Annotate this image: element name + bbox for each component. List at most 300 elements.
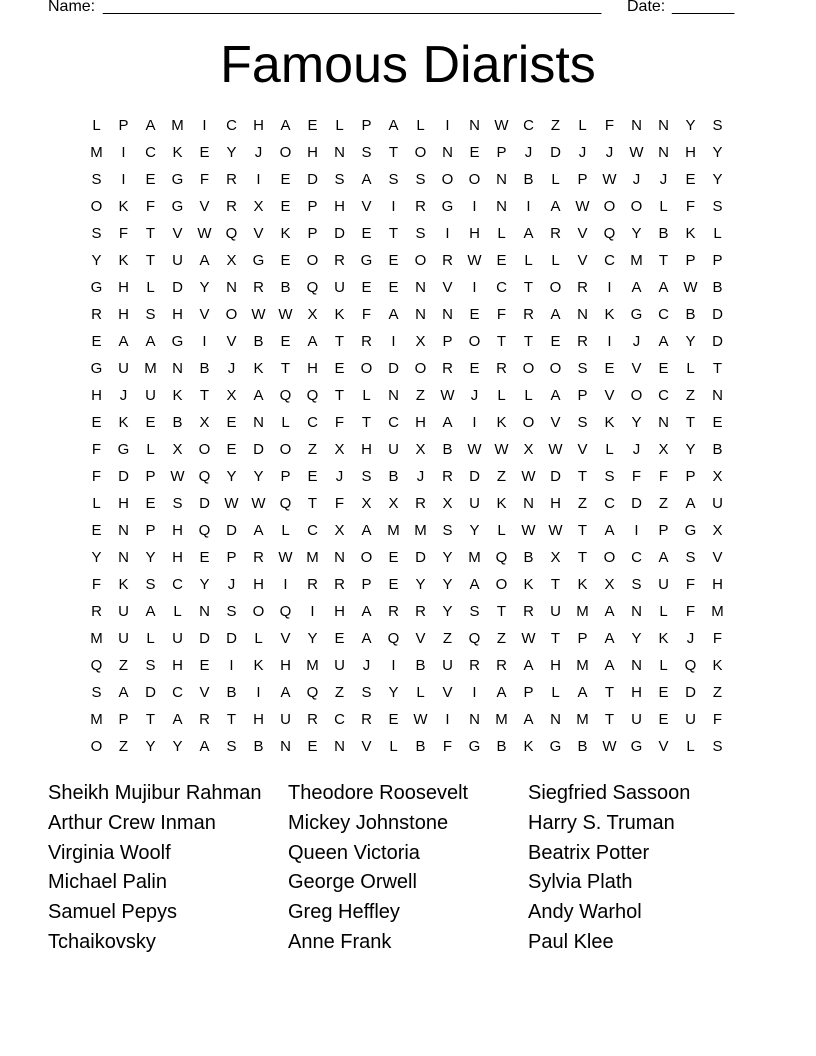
word-list-item: Anne Frank	[288, 930, 392, 953]
grid-letter: B	[172, 414, 183, 431]
grid-letter: R	[523, 306, 534, 323]
grid-letter: P	[226, 549, 237, 566]
grid-letter: N	[442, 144, 453, 161]
grid-letter: D	[226, 630, 237, 647]
grid-letter: F	[91, 576, 102, 593]
grid-letter: V	[253, 225, 264, 242]
grid-letter: E	[712, 414, 723, 431]
grid-letter: T	[199, 387, 210, 404]
grid-letter: R	[415, 603, 426, 620]
grid-letter: L	[389, 738, 398, 755]
grid-letter: S	[145, 306, 156, 323]
grid-letter: H	[685, 144, 696, 161]
grid-letter: Y	[442, 603, 453, 620]
grid-letter: A	[145, 333, 156, 350]
word-list-item: Queen Victoria	[288, 841, 420, 864]
grid-letter: D	[550, 468, 561, 485]
grid-letter: J	[632, 171, 641, 188]
grid-letter: Q	[279, 495, 292, 512]
grid-letter: C	[658, 306, 669, 323]
grid-letter: C	[604, 252, 615, 269]
grid-letter: K	[253, 657, 264, 674]
grid-letter: F	[91, 468, 102, 485]
grid-letter: S	[172, 495, 183, 512]
grid-letter: Q	[306, 387, 319, 404]
grid-letter: N	[334, 549, 345, 566]
grid-letter: T	[577, 549, 588, 566]
grid-letter: B	[253, 333, 264, 350]
grid-letter: Y	[199, 279, 210, 296]
grid-letter: J	[416, 468, 425, 485]
grid-letter: Y	[253, 468, 264, 485]
grid-letter: A	[604, 657, 615, 674]
grid-letter: L	[659, 198, 668, 215]
grid-letter: S	[442, 522, 453, 539]
grid-letter: T	[226, 711, 237, 728]
grid-letter: W	[467, 441, 482, 458]
grid-letter: V	[199, 306, 210, 323]
grid-letter: Z	[550, 117, 561, 134]
grid-letter: F	[361, 306, 372, 323]
grid-letter: L	[659, 657, 668, 674]
grid-letter: Z	[496, 630, 507, 647]
grid-letter: C	[604, 495, 615, 512]
grid-letter: H	[550, 657, 561, 674]
grid-letter: X	[199, 414, 210, 431]
grid-letter: H	[712, 576, 723, 593]
grid-letter: Q	[603, 225, 616, 242]
word-list-item: Arthur Crew Inman	[48, 811, 216, 834]
grid-letter: D	[631, 495, 642, 512]
grid-letter: U	[145, 387, 156, 404]
grid-letter: G	[171, 198, 184, 215]
grid-letter: F	[442, 738, 453, 755]
grid-letter: G	[90, 360, 103, 377]
grid-letter: E	[469, 360, 480, 377]
word-list-item: Michael Palin	[48, 871, 167, 894]
grid-letter: L	[416, 684, 425, 701]
grid-letter: I	[526, 198, 531, 215]
grid-letter: A	[442, 414, 453, 431]
grid-letter: R	[307, 576, 318, 593]
grid-letter: C	[658, 387, 669, 404]
grid-letter: S	[145, 576, 156, 593]
grid-letter: R	[496, 657, 507, 674]
grid-letter: S	[577, 360, 588, 377]
grid-letter: L	[551, 684, 560, 701]
grid-letter: U	[469, 495, 480, 512]
grid-letter: S	[388, 171, 399, 188]
grid-letter: G	[441, 198, 454, 215]
grid-letter: A	[604, 630, 615, 647]
grid-letter: L	[146, 279, 155, 296]
grid-letter: Y	[226, 144, 237, 161]
grid-letter: S	[712, 117, 723, 134]
grid-letter: A	[361, 630, 372, 647]
grid-letter: N	[577, 306, 588, 323]
grid-letter: L	[551, 252, 560, 269]
grid-letter: J	[470, 387, 479, 404]
grid-letter: O	[279, 144, 292, 161]
grid-letter: U	[442, 657, 453, 674]
grid-letter: W	[548, 441, 563, 458]
grid-letter: V	[712, 549, 723, 566]
grid-letter: O	[252, 603, 265, 620]
grid-letter: A	[145, 603, 156, 620]
grid-letter: G	[90, 279, 103, 296]
grid-letter: U	[118, 630, 129, 647]
grid-letter: H	[253, 576, 264, 593]
grid-letter: T	[523, 279, 534, 296]
grid-letter: L	[281, 522, 290, 539]
grid-letter: Y	[442, 576, 453, 593]
grid-letter: D	[145, 684, 156, 701]
grid-letter: E	[307, 468, 318, 485]
grid-letter: Q	[198, 468, 211, 485]
grid-letter: L	[497, 387, 506, 404]
grid-letter: H	[334, 198, 345, 215]
grid-letter: L	[551, 171, 560, 188]
grid-letter: D	[712, 306, 723, 323]
grid-letter: E	[469, 144, 480, 161]
grid-letter: N	[415, 306, 426, 323]
grid-letter: L	[659, 603, 668, 620]
grid-letter: H	[307, 144, 318, 161]
grid-letter: A	[550, 306, 561, 323]
grid-letter: A	[118, 333, 129, 350]
grid-letter: W	[575, 198, 590, 215]
grid-letter: I	[283, 576, 288, 593]
grid-letter: N	[172, 360, 183, 377]
word-list-item: Sylvia Plath	[528, 871, 633, 894]
grid-letter: V	[577, 441, 588, 458]
grid-letter: P	[118, 711, 129, 728]
grid-letter: Z	[496, 468, 507, 485]
word-list-item: Tchaikovsky	[48, 930, 156, 953]
grid-letter: V	[199, 684, 210, 701]
grid-letter: O	[414, 144, 427, 161]
grid-letter: X	[172, 441, 183, 458]
grid-letter: I	[607, 333, 612, 350]
grid-letter: D	[550, 144, 561, 161]
grid-letter: Z	[442, 630, 453, 647]
grid-letter: C	[631, 549, 642, 566]
grid-letter: Y	[469, 522, 480, 539]
grid-letter: L	[254, 630, 263, 647]
grid-letter: H	[118, 279, 129, 296]
grid-letter: R	[253, 549, 264, 566]
grid-letter: Q	[225, 225, 238, 242]
grid-letter: A	[469, 576, 480, 593]
grid-letter: N	[280, 738, 291, 755]
grid-letter: D	[469, 468, 480, 485]
grid-letter: B	[388, 468, 399, 485]
grid-letter: T	[145, 252, 156, 269]
word-list-item: Theodore Roosevelt	[288, 782, 469, 804]
grid-letter: M	[144, 360, 157, 377]
grid-letter: B	[577, 738, 588, 755]
grid-letter: O	[630, 387, 643, 404]
grid-letter: R	[577, 333, 588, 350]
grid-letter: V	[604, 387, 615, 404]
grid-letter: T	[307, 495, 318, 512]
grid-letter: K	[523, 738, 534, 755]
grid-letter: S	[361, 684, 372, 701]
grid-letter: U	[712, 495, 723, 512]
grid-letter: N	[388, 387, 399, 404]
grid-letter: A	[280, 684, 291, 701]
grid-letter: X	[658, 441, 669, 458]
word-list-item: Siegfried Sassoon	[528, 782, 691, 804]
grid-letter: E	[145, 495, 156, 512]
grid-letter: B	[280, 279, 291, 296]
grid-letter: Z	[685, 387, 696, 404]
grid-letter: I	[391, 198, 396, 215]
grid-letter: R	[442, 468, 453, 485]
grid-letter: W	[251, 306, 266, 323]
grid-letter: P	[577, 171, 588, 188]
grid-letter: L	[686, 738, 695, 755]
grid-letter: Y	[388, 684, 399, 701]
grid-letter: I	[607, 279, 612, 296]
grid-letter: S	[226, 738, 237, 755]
grid-letter: P	[118, 117, 129, 134]
grid-letter: R	[361, 711, 372, 728]
grid-letter: T	[550, 576, 561, 593]
grid-letter: I	[472, 198, 477, 215]
grid-letter: X	[604, 576, 615, 593]
grid-letter: E	[604, 360, 615, 377]
grid-letter: E	[685, 171, 696, 188]
grid-letter: Y	[415, 576, 426, 593]
grid-letter: H	[118, 495, 129, 512]
grid-letter: N	[496, 198, 507, 215]
grid-letter: C	[523, 117, 534, 134]
grid-letter: R	[388, 603, 399, 620]
grid-letter: E	[334, 360, 345, 377]
grid-letter: F	[496, 306, 507, 323]
grid-letter: E	[658, 360, 669, 377]
grid-letter: U	[334, 657, 345, 674]
grid-letter: H	[253, 711, 264, 728]
grid-letter: N	[550, 711, 561, 728]
grid-letter: B	[253, 738, 264, 755]
grid-letter: E	[469, 306, 480, 323]
grid-letter: D	[334, 225, 345, 242]
grid-letter: P	[145, 468, 156, 485]
grid-letter: M	[306, 549, 319, 566]
grid-letter: R	[334, 252, 345, 269]
grid-letter: I	[445, 225, 450, 242]
grid-letter: K	[334, 306, 345, 323]
grid-letter: H	[172, 657, 183, 674]
grid-letter: V	[280, 630, 291, 647]
grid-letter: F	[145, 198, 156, 215]
grid-letter: R	[307, 711, 318, 728]
grid-letter: O	[468, 171, 481, 188]
grid-letter: T	[658, 252, 669, 269]
page-title: Famous Diarists	[220, 36, 596, 94]
grid-letter: H	[280, 657, 291, 674]
grid-letter: H	[469, 225, 480, 242]
grid-letter: L	[146, 441, 155, 458]
grid-letter: Y	[631, 225, 642, 242]
grid-letter: P	[361, 576, 372, 593]
grid-letter: R	[226, 198, 237, 215]
grid-letter: X	[415, 333, 426, 350]
grid-letter: B	[199, 360, 210, 377]
grid-letter: B	[415, 738, 426, 755]
grid-letter: J	[119, 387, 128, 404]
grid-letter: T	[280, 360, 291, 377]
grid-letter: C	[226, 117, 237, 134]
grid-letter: X	[712, 522, 723, 539]
grid-letter: S	[604, 468, 615, 485]
grid-letter: W	[494, 117, 509, 134]
grid-letter: F	[631, 468, 642, 485]
grid-letter: O	[414, 360, 427, 377]
grid-letter: K	[712, 657, 723, 674]
grid-letter: K	[172, 144, 183, 161]
grid-letter: S	[334, 171, 345, 188]
grid-letter: A	[550, 387, 561, 404]
grid-letter: D	[307, 171, 318, 188]
grid-letter: S	[361, 468, 372, 485]
grid-letter: Y	[631, 630, 642, 647]
grid-letter: J	[254, 144, 263, 161]
grid-letter: A	[631, 279, 642, 296]
grid-letter: R	[415, 495, 426, 512]
grid-letter: O	[414, 252, 427, 269]
grid-letter: J	[686, 630, 695, 647]
grid-letter: W	[224, 495, 239, 512]
grid-letter: A	[388, 117, 399, 134]
grid-letter: T	[334, 333, 345, 350]
grid-letter: C	[307, 414, 318, 431]
grid-letter: P	[307, 225, 318, 242]
grid-letter: A	[604, 522, 615, 539]
grid-letter: Y	[145, 738, 156, 755]
grid-letter: O	[603, 198, 616, 215]
grid-letter: M	[576, 711, 589, 728]
grid-letter: M	[711, 603, 724, 620]
grid-letter: F	[685, 576, 696, 593]
grid-letter: V	[199, 198, 210, 215]
grid-letter: O	[522, 414, 535, 431]
name-label: Name:	[48, 0, 96, 15]
grid-letter: L	[281, 414, 290, 431]
grid-letter: X	[712, 468, 723, 485]
grid-letter: W	[278, 306, 293, 323]
grid-letter: E	[361, 279, 372, 296]
word-list-item: Samuel Pepys	[48, 901, 177, 924]
grid-letter: J	[335, 468, 344, 485]
grid-letter: N	[334, 738, 345, 755]
grid-letter: X	[226, 387, 237, 404]
grid-letter: Z	[118, 657, 129, 674]
date-label: Date:	[627, 0, 666, 15]
grid-letter: S	[91, 171, 102, 188]
grid-letter: W	[602, 171, 617, 188]
grid-letter: R	[91, 306, 102, 323]
grid-letter: F	[712, 630, 723, 647]
word-list-item: Mickey Johnstone	[288, 811, 449, 834]
worksheet-header	[48, 0, 748, 20]
grid-letter: V	[577, 252, 588, 269]
grid-letter: O	[522, 360, 535, 377]
grid-letter: R	[91, 603, 102, 620]
word-list-item: Greg Heffley	[288, 901, 400, 924]
grid-letter: A	[685, 495, 696, 512]
grid-letter: N	[442, 306, 453, 323]
grid-letter: A	[550, 198, 561, 215]
grid-letter: U	[334, 279, 345, 296]
word-list-item: Harry S. Truman	[528, 811, 675, 834]
grid-letter: I	[202, 333, 207, 350]
grid-letter: O	[603, 549, 616, 566]
grid-letter: L	[605, 441, 614, 458]
grid-letter: J	[578, 144, 587, 161]
grid-letter: B	[658, 225, 669, 242]
grid-letter: I	[256, 171, 261, 188]
grid-letter: I	[391, 657, 396, 674]
grid-letter: T	[604, 711, 615, 728]
grid-letter: U	[685, 711, 696, 728]
grid-letter: A	[361, 522, 372, 539]
grid-letter: O	[441, 171, 454, 188]
grid-letter: F	[199, 171, 210, 188]
grid-letter: A	[199, 252, 210, 269]
grid-letter: P	[496, 144, 507, 161]
grid-letter: F	[712, 711, 723, 728]
grid-letter: S	[685, 549, 696, 566]
grid-letter: Z	[334, 684, 345, 701]
grid-letter: H	[631, 684, 642, 701]
grid-letter: M	[387, 522, 400, 539]
grid-letter: C	[145, 144, 156, 161]
grid-letter: I	[229, 657, 234, 674]
grid-letter: P	[145, 522, 156, 539]
grid-letter: I	[202, 117, 207, 134]
grid-letter: W	[548, 522, 563, 539]
grid-letter: A	[118, 684, 129, 701]
grid-letter: Z	[658, 495, 669, 512]
grid-letter: M	[495, 711, 508, 728]
grid-letter: V	[172, 225, 183, 242]
grid-letter: L	[335, 117, 344, 134]
grid-letter: O	[360, 549, 373, 566]
grid-letter: N	[658, 144, 669, 161]
grid-letter: M	[630, 252, 643, 269]
grid-letter: E	[334, 630, 345, 647]
grid-letter: X	[334, 441, 345, 458]
grid-letter: Q	[468, 630, 481, 647]
grid-letter: K	[253, 360, 264, 377]
grid-letter: K	[658, 630, 669, 647]
grid-letter: P	[523, 684, 534, 701]
grid-letter: A	[523, 657, 534, 674]
grid-letter: D	[388, 360, 399, 377]
grid-letter: N	[631, 603, 642, 620]
grid-letter: H	[334, 603, 345, 620]
grid-letter: V	[361, 198, 372, 215]
grid-letter: F	[118, 225, 129, 242]
grid-letter: H	[118, 306, 129, 323]
grid-letter: E	[658, 684, 669, 701]
grid-letter: X	[226, 252, 237, 269]
grid-letter: S	[361, 144, 372, 161]
word-list	[48, 779, 768, 958]
